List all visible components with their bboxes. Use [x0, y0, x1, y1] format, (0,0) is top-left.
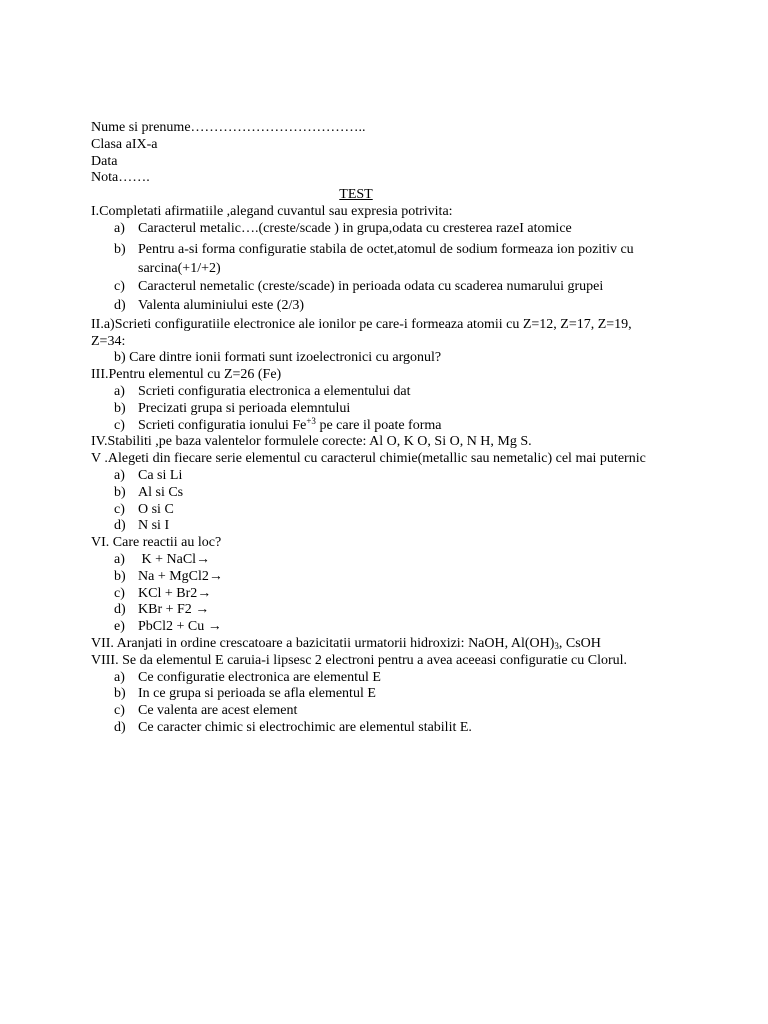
list-item	[91, 670, 681, 687]
charge-superscript: +3	[306, 415, 316, 426]
list-item	[91, 720, 681, 737]
list-item	[91, 619, 681, 636]
list-item	[91, 518, 681, 535]
item-text: Ce configuratie electronica are elementul E	[138, 669, 381, 685]
item-text: Scrieti configuratia ionului Fe	[138, 417, 307, 433]
test-document	[91, 120, 681, 737]
item-text: Caracterul metalic….(creste/scade ) in grupa,odata cu cresterea razeI atomice	[138, 220, 572, 236]
item-label: a)	[114, 467, 125, 483]
list-item	[91, 279, 681, 298]
list-item	[91, 415, 681, 435]
item-text: In ce grupa si perioada se afla elementul E	[138, 686, 376, 702]
section-5-heading: V .Alegeti din fiecare serie elementul cu caracterul chimie(metallic sau nemetalic) cel mai puternic	[91, 451, 646, 467]
item-text: Ca si Li	[138, 467, 183, 483]
item-label: c)	[114, 585, 125, 601]
item-text: Precizati grupa si perioada elemntului	[138, 400, 351, 416]
section-4-heading: IV.Stabiliti ,pe baza valentelor formulele corecte: Al O, K O, Si O, N H, Mg S.	[91, 434, 532, 450]
list-item	[91, 602, 681, 619]
item-text: Ce valenta are acest element	[138, 703, 298, 719]
item-text: K + NaCl→	[138, 551, 211, 567]
list-item	[91, 485, 681, 502]
page-title: TEST	[339, 187, 373, 203]
item-text: Al si Cs	[138, 484, 184, 500]
item-text: N si I	[138, 518, 170, 534]
item-text: Ce caracter chimic si electrochimic are elementul stabilit E.	[138, 719, 472, 735]
section-3-heading: III.Pentru elementul cu Z=26 (Fe)	[91, 367, 282, 383]
item-label: b)	[114, 400, 126, 416]
list-item	[91, 401, 681, 418]
item-label: c)	[114, 703, 125, 719]
list-item	[91, 502, 681, 519]
item-label: d)	[114, 719, 126, 735]
item-label: e)	[114, 619, 125, 635]
item-text: PbCl2 + Cu →	[138, 619, 222, 635]
item-text: KCl + Br2→	[138, 585, 212, 601]
list-item	[91, 703, 681, 720]
list-item	[91, 468, 681, 485]
item-label: c)	[114, 417, 125, 433]
item-label: d)	[114, 297, 126, 313]
item-label: a)	[114, 551, 125, 567]
class-line: Clasa aIX-a	[91, 136, 158, 152]
section-8-heading: VIII. Se da elementul E caruia-i lipsesc 2 electroni pentru a avea aceeasi configuratie cu Clorul.	[91, 652, 628, 668]
item-label: d)	[114, 518, 126, 534]
subscript: 3	[554, 640, 559, 651]
list-item	[91, 240, 681, 279]
item-label: a)	[114, 669, 125, 685]
item-text: Valenta aluminiului este (2/3)	[138, 297, 305, 313]
item-label: b)	[114, 484, 126, 500]
item-text: KBr + F2 →	[138, 602, 210, 618]
item-text: Pentru a-si forma configuratie stabila de octet,atomul de sodium formeaza ion pozitiv cu sarcina(+1/+2)	[138, 241, 634, 277]
section-2-heading: II.a)Scrieti configuratiile electronice ale ionilor pe care-i formeaza atomii cu Z=12, Z=17, Z=19, Z=34:	[91, 316, 632, 349]
item-label: c)	[114, 278, 125, 294]
section-7-heading	[91, 636, 681, 653]
item-text: O si C	[138, 501, 174, 517]
list-item	[91, 552, 681, 569]
section-2-sub: b) Care dintre ionii formati sunt izoelectronici cu argonul?	[114, 350, 442, 366]
list-item	[91, 686, 681, 703]
grade-line: Nota…….	[91, 170, 150, 186]
list-item	[91, 221, 681, 240]
item-label: b)	[114, 686, 126, 702]
item-text: Scrieti configuratia electronica a elementului dat	[138, 383, 411, 399]
date-line: Data	[91, 153, 118, 169]
item-label: c)	[114, 501, 125, 517]
item-text-after: pe care il poate forma	[315, 417, 442, 433]
item-label: b)	[114, 241, 126, 257]
list-item	[91, 298, 681, 317]
item-label: d)	[114, 602, 126, 618]
list-item	[91, 384, 681, 401]
item-text: Caracterul nemetalic (creste/scade) in perioada odata cu scaderea numarului grupei	[138, 278, 604, 294]
section-1-heading: I.Completati afirmatiile ,alegand cuvantul sau expresia potrivita:	[91, 203, 453, 219]
item-label: a)	[114, 220, 125, 236]
list-item	[91, 569, 681, 586]
list-item	[91, 586, 681, 603]
item-text: Na + MgCl2→	[138, 568, 223, 584]
heading-text-after: , CsOH	[558, 635, 601, 651]
item-label: b)	[114, 568, 126, 584]
name-line: Nume si prenume………………………………..	[91, 120, 366, 135]
heading-text: VII. Aranjati in ordine crescatoare a bazicitatii urmatorii hidroxizi: NaOH, Al(OH)	[91, 635, 555, 651]
item-label: a)	[114, 383, 125, 399]
section-6-heading: VI. Care reactii au loc?	[91, 535, 222, 551]
